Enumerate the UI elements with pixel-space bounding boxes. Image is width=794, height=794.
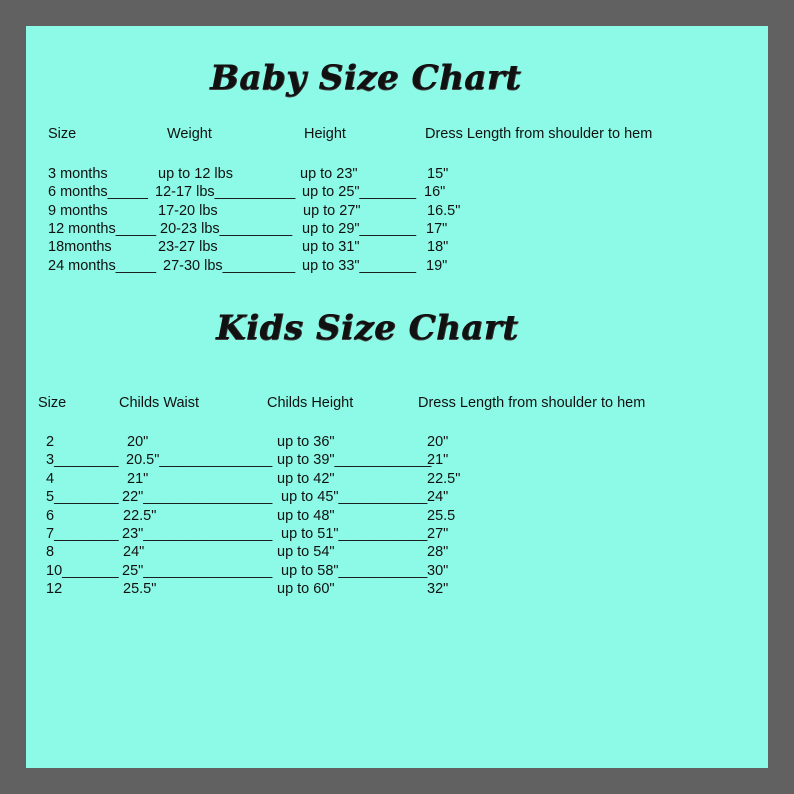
kids-table-cell: up to 42": [277, 470, 335, 487]
kids-table-cell: 20": [127, 434, 149, 450]
baby-table-cell: 18months: [48, 239, 112, 256]
kids-table-cell: 20.5"______________: [126, 452, 273, 469]
kids-size-chart-title: Kids Size Chart: [216, 308, 519, 348]
kids-table-cell: 3________: [46, 452, 119, 469]
kids-table-cell: up to 39"____________: [277, 452, 432, 469]
baby-header-cell: Weight: [167, 126, 212, 142]
baby-table-cell: 17": [426, 220, 448, 237]
baby-table-cell: up to 23": [300, 166, 358, 182]
baby-table-cell: 16.5": [427, 202, 461, 219]
kids-header-cell: Childs Waist: [119, 395, 200, 411]
kids-table-cell: 27": [427, 526, 449, 542]
kids-table-cell: 28": [427, 544, 449, 561]
baby-table-cell: 19": [426, 257, 448, 274]
kids-table-cell: up to 36": [277, 434, 335, 450]
kids-table-cell: 6: [46, 507, 55, 524]
kids-table-cell: 22.5": [427, 470, 461, 487]
kids-table-cell: up to 45"___________: [281, 489, 428, 506]
kids-table-cell: 30": [427, 562, 449, 579]
kids-table-cell: 10_______: [46, 562, 119, 579]
kids-table-cell: up to 58"___________: [281, 562, 428, 579]
baby-table-cell: up to 25"_______: [302, 184, 417, 201]
kids-table-cell: 23"________________: [122, 526, 273, 542]
kids-table-cell: 21": [427, 452, 449, 469]
kids-table-cell: 2: [46, 434, 55, 450]
baby-table-cell: 23-27 lbs: [158, 239, 218, 256]
baby-header-cell: Height: [304, 126, 346, 142]
baby-table-cell: up to 29"_______: [302, 220, 417, 237]
baby-table-cell: 6 months_____: [48, 184, 148, 201]
kids-table-cell: 22.5": [123, 507, 157, 524]
baby-header-cell: Dress Length from shoulder to hem: [425, 126, 653, 142]
baby-header-cell: Size: [48, 126, 77, 142]
kids-table-cell: 32": [427, 581, 449, 598]
baby-table-cell: 27-30 lbs_________: [163, 257, 296, 274]
baby-table-cell: up to 12 lbs: [158, 166, 233, 182]
baby-size-chart-title: Baby Size Chart: [210, 58, 522, 98]
baby-table-cell: 18": [427, 239, 449, 256]
kids-table-cell: up to 48": [277, 507, 335, 524]
kids-table-cell: 25"________________: [122, 562, 273, 579]
kids-table-cell: 7________: [46, 526, 119, 542]
kids-table-cell: up to 54": [277, 544, 335, 561]
baby-table-cell: up to 31": [302, 239, 360, 256]
kids-table-cell: 12: [46, 581, 63, 598]
kids-table-cell: up to 60": [277, 581, 335, 598]
kids-header-cell: Dress Length from shoulder to hem: [418, 395, 646, 411]
kids-table-cell: 24": [427, 489, 449, 506]
baby-table-cell: 20-23 lbs_________: [160, 220, 293, 237]
baby-table-cell: 15": [427, 166, 449, 182]
baby-table-cell: up to 33"_______: [302, 257, 417, 274]
kids-table-cell: 5________: [46, 489, 119, 506]
baby-table-cell: 12-17 lbs__________: [155, 184, 296, 201]
baby-table-cell: 12 months_____: [48, 220, 157, 237]
kids-table-cell: 4: [46, 470, 55, 487]
baby-table-cell: 9 months: [48, 202, 108, 219]
kids-header-cell: Size: [38, 395, 67, 411]
kids-table-cell: 25.5": [123, 581, 157, 598]
kids-table-cell: 22"________________: [122, 489, 273, 506]
kids-table-cell: 24": [123, 544, 145, 561]
baby-table-cell: 17-20 lbs: [158, 202, 218, 219]
kids-table-cell: 20": [427, 434, 449, 450]
baby-table-cell: 16": [424, 184, 446, 201]
kids-table-cell: 25.5: [427, 507, 456, 524]
kids-table-cell: up to 51"___________: [281, 526, 428, 542]
kids-header-cell: Childs Height: [267, 395, 354, 411]
kids-table-cell: 21": [127, 470, 149, 487]
baby-table-cell: 24 months_____: [48, 257, 157, 274]
kids-table-cell: 8: [46, 544, 55, 561]
baby-table-cell: 3 months: [48, 166, 108, 182]
baby-table-cell: up to 27": [303, 202, 361, 219]
